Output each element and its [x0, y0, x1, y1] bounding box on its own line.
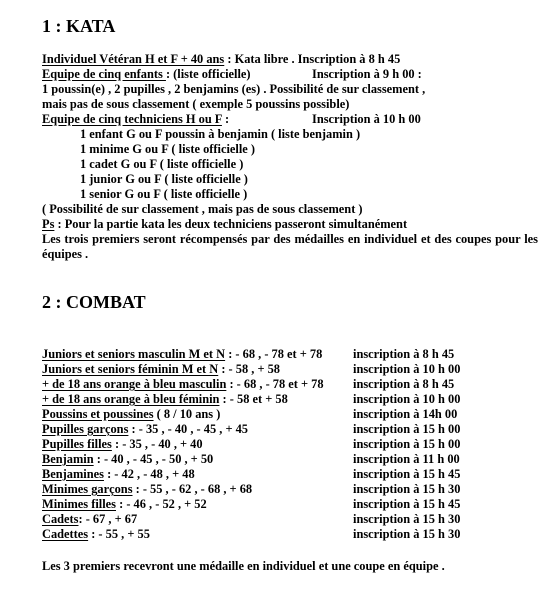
- combat-row: [42, 377, 324, 392]
- combat-row-weights: : - 42 , - 48 , + 48: [103, 467, 195, 481]
- combat-row-weights: : - 58 et + 58: [219, 392, 288, 406]
- enfants-line3: mais pas de sous classement ( exemple 5 poussins possible): [42, 97, 350, 111]
- combat-row: [42, 497, 207, 512]
- techniciens-time: Inscription à 10 h 00: [312, 112, 421, 126]
- combat-row-time: inscription à 10 h 00: [353, 392, 461, 406]
- combat-row-weights: : - 58 , + 58: [218, 362, 280, 376]
- combat-row: [42, 452, 213, 467]
- combat-row-time: inscription à 14h 00: [353, 407, 458, 421]
- enfants-rest: : (liste officielle): [165, 67, 251, 81]
- enfants-line: [42, 67, 251, 82]
- combat-row-time: inscription à 8 h 45: [353, 347, 455, 361]
- combat-row-time: inscription à 10 h 00: [353, 362, 461, 376]
- technicien-item: 1 cadet G ou F ( liste officielle ): [80, 157, 244, 171]
- enfants-time: Inscription à 9 h 00 :: [312, 67, 422, 81]
- combat-row: [42, 407, 220, 422]
- combat-row-label: Pupilles filles: [42, 437, 112, 451]
- combat-row-label: Cadettes: [42, 527, 89, 541]
- combat-row-weights: : - 68 , - 78 et + 78: [225, 347, 323, 361]
- combat-row-time: inscription à 15 h 30: [353, 482, 461, 496]
- kata-rewards: Les trois premiers seront récompensés par des médailles en individuel et des coupes pour les équipes .: [42, 232, 538, 261]
- combat-row-weights: ( 8 / 10 ans ): [153, 407, 221, 421]
- techniciens-rest: :: [221, 112, 230, 126]
- techniciens-label: Equipe de cinq techniciens H ou F: [42, 112, 222, 126]
- combat-row-weights: : - 46 , - 52 , + 52: [116, 497, 207, 511]
- combat-row-label: Juniors et seniors féminin M et N: [42, 362, 219, 376]
- combat-row-label: Juniors et seniors masculin M et N: [42, 347, 226, 361]
- combat-row-time: inscription à 15 h 30: [353, 527, 461, 541]
- ps-line: [42, 217, 407, 232]
- enfants-label: Equipe de cinq enfants: [42, 67, 166, 81]
- technicien-item: 1 minime G ou F ( liste officielle ): [80, 142, 256, 156]
- combat-row-weights: : - 68 , - 78 et + 78: [226, 377, 324, 391]
- combat-row-weights: : - 40 , - 45 , - 50 , + 50: [93, 452, 214, 466]
- classement-note: ( Possibilité de sur classement , mais pas de sous classement ): [42, 202, 363, 216]
- combat-row-time: inscription à 15 h 00: [353, 422, 461, 436]
- combat-row-label: + de 18 ans orange à bleu féminin: [42, 392, 220, 406]
- combat-row-label: Minimes filles: [42, 497, 116, 511]
- combat-row-label: Benjamin: [42, 452, 94, 466]
- combat-row-label: Benjamines: [42, 467, 104, 481]
- combat-row-time: inscription à 15 h 00: [353, 437, 461, 451]
- combat-footer: Les 3 premiers recevront une médaille en individuel et une coupe en équipe .: [42, 559, 445, 573]
- techniciens-line: [42, 112, 229, 127]
- combat-row: [42, 392, 288, 407]
- enfants-line2: 1 poussin(e) , 2 pupilles , 2 benjamins (es) . Possibilité de sur classement ,: [42, 82, 426, 96]
- combat-row: [42, 362, 280, 377]
- combat-row: [42, 512, 137, 527]
- kata-heading: 1 : KATA: [42, 16, 116, 36]
- combat-row-weights: : - 35 , - 40 , + 40: [111, 437, 203, 451]
- combat-row-weights: : - 55 , + 55: [88, 527, 150, 541]
- combat-row: [42, 467, 195, 482]
- combat-row-time: inscription à 11 h 00: [353, 452, 460, 466]
- combat-row-weights: : - 35 , - 40 , - 45 , + 45: [128, 422, 248, 436]
- veteran-line: [42, 52, 400, 67]
- combat-row: [42, 437, 203, 452]
- veteran-label: Individuel Vétéran H et F + 40 ans: [42, 52, 225, 66]
- technicien-item: 1 enfant G ou F poussin à benjamin ( liste benjamin ): [80, 127, 361, 141]
- combat-row-time: inscription à 15 h 30: [353, 512, 461, 526]
- combat-row-time: inscription à 15 h 45: [353, 497, 461, 511]
- combat-row-label: Pupilles garçons: [42, 422, 129, 436]
- technicien-item: 1 junior G ou F ( liste officielle ): [80, 172, 248, 186]
- ps-rest: : Pour la partie kata les deux techniciens passeront simultanément: [54, 217, 408, 231]
- technicien-item: 1 senior G ou F ( liste officielle ): [80, 187, 248, 201]
- combat-row: [42, 482, 252, 497]
- combat-row-label: Cadets: [42, 512, 79, 526]
- combat-row: [42, 527, 150, 542]
- combat-row-time: inscription à 15 h 45: [353, 467, 461, 481]
- combat-row: [42, 347, 322, 362]
- ps-label: Ps: [42, 217, 55, 231]
- combat-row-time: inscription à 8 h 45: [353, 377, 455, 391]
- combat-row-label: Poussins et poussines: [42, 407, 154, 421]
- combat-row-label: + de 18 ans orange à bleu masculin: [42, 377, 227, 391]
- combat-heading: 2 : COMBAT: [42, 292, 146, 312]
- combat-row: [42, 422, 248, 437]
- veteran-rest: : Kata libre . Inscription à 8 h 45: [224, 52, 401, 66]
- combat-row-label: Minimes garçons: [42, 482, 133, 496]
- combat-row-weights: : - 67 , + 67: [78, 512, 138, 526]
- combat-row-weights: : - 55 , - 62 , - 68 , + 68: [132, 482, 253, 496]
